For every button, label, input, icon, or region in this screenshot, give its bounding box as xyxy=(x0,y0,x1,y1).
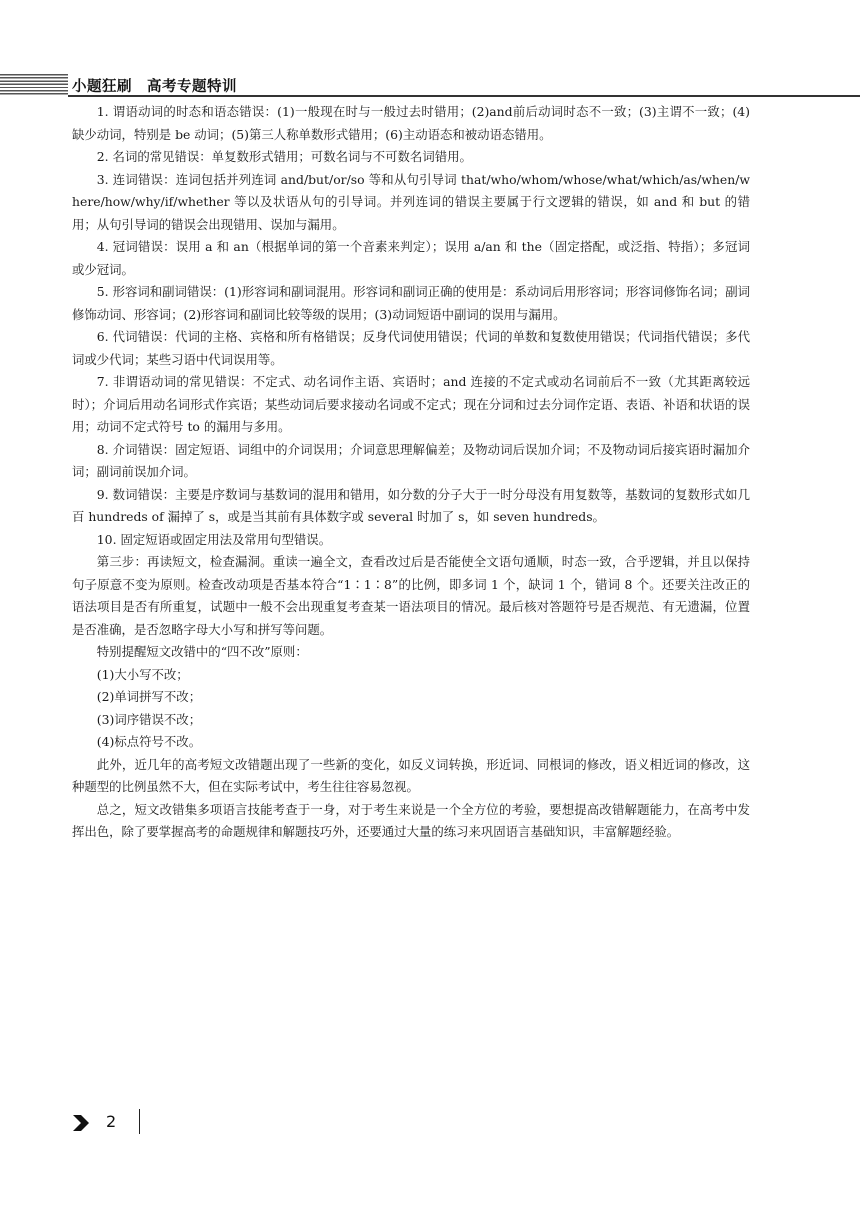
paragraph-tense-voice-errors: 1. 谓语动词的时态和语态错误：(1)一般现在时与一般过去时错用；(2)and前后动词时态不一致；(3)主谓不一致；(4)缺少动词，特别是 be 动词；(5)第三人称单数形式错用；(6)主动语态和被动语态错用。 xyxy=(72,104,750,142)
list-item-word-order: (3)词序错误不改； xyxy=(96,711,202,727)
paragraph-four-no-change-intro: 特别提醒短文改错中的“四不改”原则： xyxy=(96,644,308,659)
header-rule xyxy=(68,95,860,97)
paragraph-fixed-phrase-errors: 10. 固定短语或固定用法及常用句型错误。 xyxy=(96,531,332,547)
list-item-capitalization: (1)大小写不改； xyxy=(96,666,189,682)
paragraph-conjunction-errors: 3. 连词错误：连词包括并列连词 and/but/or/so 等和从句引导词 that/who/whom/whose/what/which/as/when/where/how/why/if/whether 等以及状语从句的引导词。并列连词的错误主要属于行文逻辑的错误，如 and 和 but 的错用；从句引导词的错误会出现错用、误加与漏用。 xyxy=(72,171,750,232)
list-item-punctuation: (4)标点符号不改。 xyxy=(96,734,202,749)
chevron-right-icon xyxy=(72,1113,92,1133)
paragraph-pronoun-errors: 6. 代词错误：代词的主格、宾格和所有格错误；反身代词使用错误；代词的单数和复数使用错误；代词指代错误；多代词或少代词；某些习语中代词误用等。 xyxy=(72,329,750,367)
paragraph-numeral-errors: 9. 数词错误：主要是序数词与基数词的混用和错用，如分数的分子大于一时分母没有用复数等，基数词的复数形式如几百 hundreds of 漏掉了 s，或是当其前有具体数字或 several 时加了 s，如 seven hundreds。 xyxy=(72,486,750,524)
page-header xyxy=(0,74,860,98)
footer-divider xyxy=(139,1109,140,1134)
header-title: 小题狂刷 高考专题特训 xyxy=(72,79,237,95)
paragraph-new-changes: 此外，近几年的高考短文改错题出现了一些新的变化，如反义词转换，形近词、同根词的修改，语义相近词的修改，这种题型的比例虽然不大，但在实际考试中，考生往往容易忽视。 xyxy=(72,756,750,794)
paragraph-step-three: 第三步：再读短文，检查漏洞。重读一遍全文，查看改过后是否能使全文语句通顺，时态一致，合乎逻辑，并且以保持句子原意不变为原则。检查改动项是否基本符合“1∶1∶8”的比例，即多词 1 个，缺词 1 个，错词 8 个。还要关注改正的语法项目是否有所重复，试题中一般不会出现重复考查某一语法项目的情况。最后核对答题符号是否规范、有无遗漏，位置是否准确，是否忽略字母大小写和拼写等问题。 xyxy=(72,554,750,637)
page-number: 2 xyxy=(106,1112,117,1131)
paragraph-nonfinite-verb-errors: 7. 非谓语动词的常见错误：不定式、动名词作主语、宾语时；and 连接的不定式或动名词前后不一致（尤其距离较远时）；介词后用动名词形式作宾语；某些动词后要求接动名词或不定式；现在分词和过去分词作定语、表语、补语和状语的误用；动词不定式符号 to 的漏用与多用。 xyxy=(72,374,750,434)
paragraph-noun-errors: 2. 名词的常见错误：单复数形式错用；可数名词与不可数名词错用。 xyxy=(96,149,472,164)
paragraph-article-errors: 4. 冠词错误：误用 a 和 an（根据单词的第一个音素来判定）；误用 a/an 和 the（固定搭配，或泛指、特指）；多冠词或少冠词。 xyxy=(72,239,750,277)
paragraph-conclusion: 总之，短文改错集多项语言技能考查于一身，对于考生来说是一个全方位的考验，要想提高改错解题能力，在高考中发挥出色，除了要掌握高考的命题规律和解题技巧外，还要通过大量的练习来巩固语言基础知识，丰富解题经验。 xyxy=(72,801,750,839)
paragraph-preposition-errors: 8. 介词错误：固定短语、词组中的介词误用；介词意思理解偏差；及物动词后误加介词；不及物动词后接宾语时漏加介词；副词前误加介词。 xyxy=(72,441,750,479)
header-stripes-decoration xyxy=(0,74,68,96)
list-item-spelling: (2)单词拼写不改； xyxy=(96,689,202,704)
paragraph-adjective-adverb-errors: 5. 形容词和副词错误：(1)形容词和副词混用。形容词和副词正确的使用是：系动词后用形容词；形容词修饰名词；副词修饰动词、形容词；(2)形容词和副词比较等级的误用；(3)动词短语中副词的误用与漏用。 xyxy=(72,284,750,322)
page-content xyxy=(72,101,750,844)
